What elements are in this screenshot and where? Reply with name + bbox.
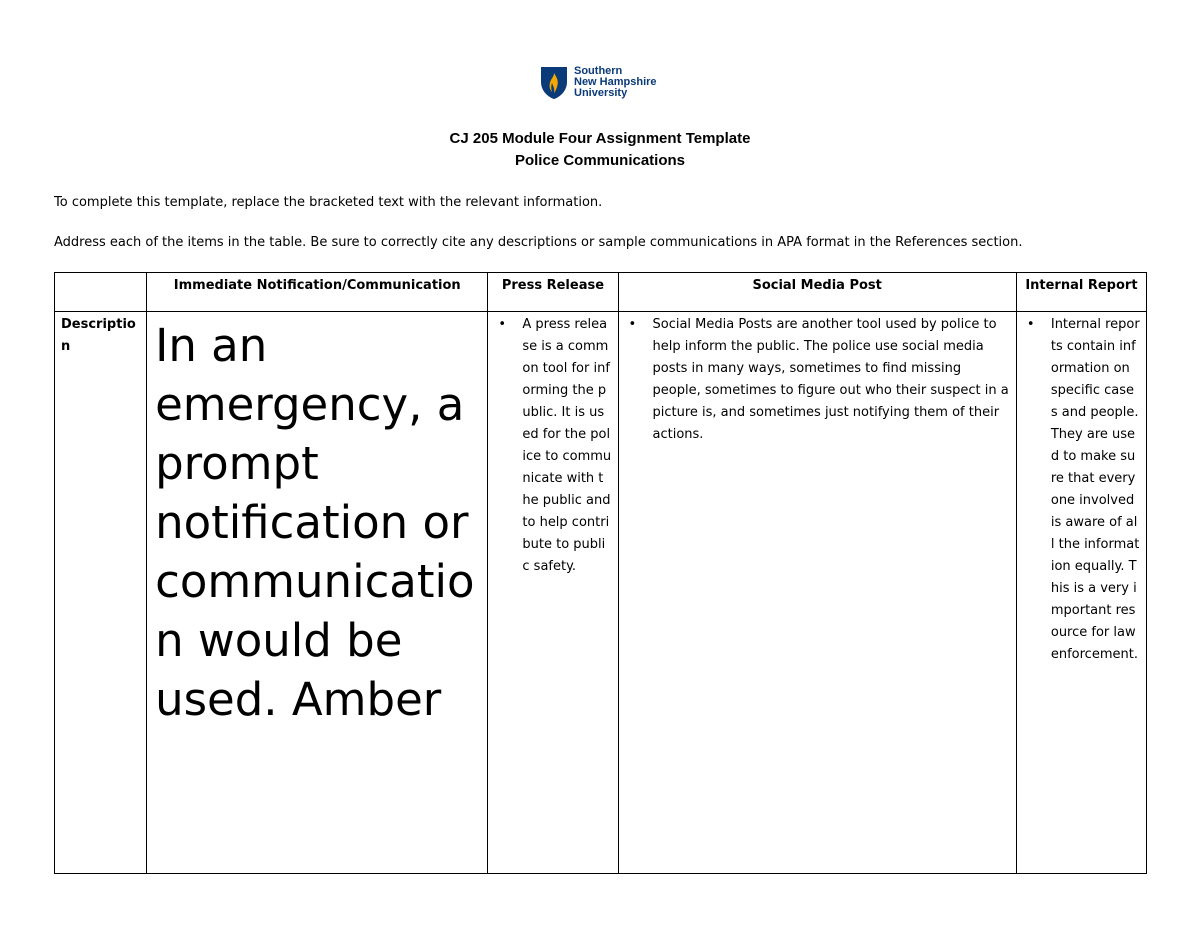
bullet-internal-report: • Internal reports contain information on specific cases and people. They are used to make sure that everyone involved is aware of all the information equally. This is a very important resource for law enforcement. [1023, 314, 1140, 666]
cell-press-release[interactable] [488, 312, 618, 874]
row-label-description: Description [55, 312, 147, 874]
bullet-social-media: • Social Media Posts are another tool used by police to help inform the public. The police use social media posts in many ways, sometimes to find missing people, sometimes to figure out who their suspect in a picture is, and sometimes just notifying them of their actions. [625, 314, 1010, 446]
table-header-row [55, 273, 1147, 312]
logo-line-1: Southern [574, 65, 623, 77]
cell-immediate-notification[interactable] [147, 312, 488, 874]
shield-flame-icon [540, 66, 568, 100]
cell-immediate-text: In an emergency, a prompt notification or communication would be used. Amber [155, 319, 475, 726]
title-line-2: Police Communications [514, 152, 686, 169]
cell-internal-report[interactable] [1016, 312, 1146, 874]
instruction-text-2: Address each of the items in the table. Be sure to correctly cite any descriptions or sample communications in APA format in the References section. [54, 235, 1023, 250]
header-internal-report: Internal Report [1016, 273, 1146, 312]
instruction-text-1: To complete this template, replace the bracketed text with the relevant information. [54, 195, 603, 210]
bullet-press-release: • A press release is a common tool for informing the public. It is used for the police to communicate with the public and to help contribute to public safety. [494, 314, 611, 578]
logo-line-3: University [574, 87, 628, 99]
communications-table [54, 272, 1147, 874]
logo-wordmark [574, 66, 657, 99]
header-empty [55, 273, 147, 312]
document-title [0, 128, 1200, 172]
header-social-media-post: Social Media Post [618, 273, 1016, 312]
header-press-release: Press Release [488, 273, 618, 312]
cell-social-media-post[interactable] [618, 312, 1016, 874]
logo-line-2: New Hampshire [574, 76, 657, 88]
university-logo [540, 66, 657, 100]
header-immediate-notification: Immediate Notification/Communication [147, 273, 488, 312]
title-line-1: CJ 205 Module Four Assignment Template [449, 130, 751, 147]
table-row [55, 312, 1147, 874]
